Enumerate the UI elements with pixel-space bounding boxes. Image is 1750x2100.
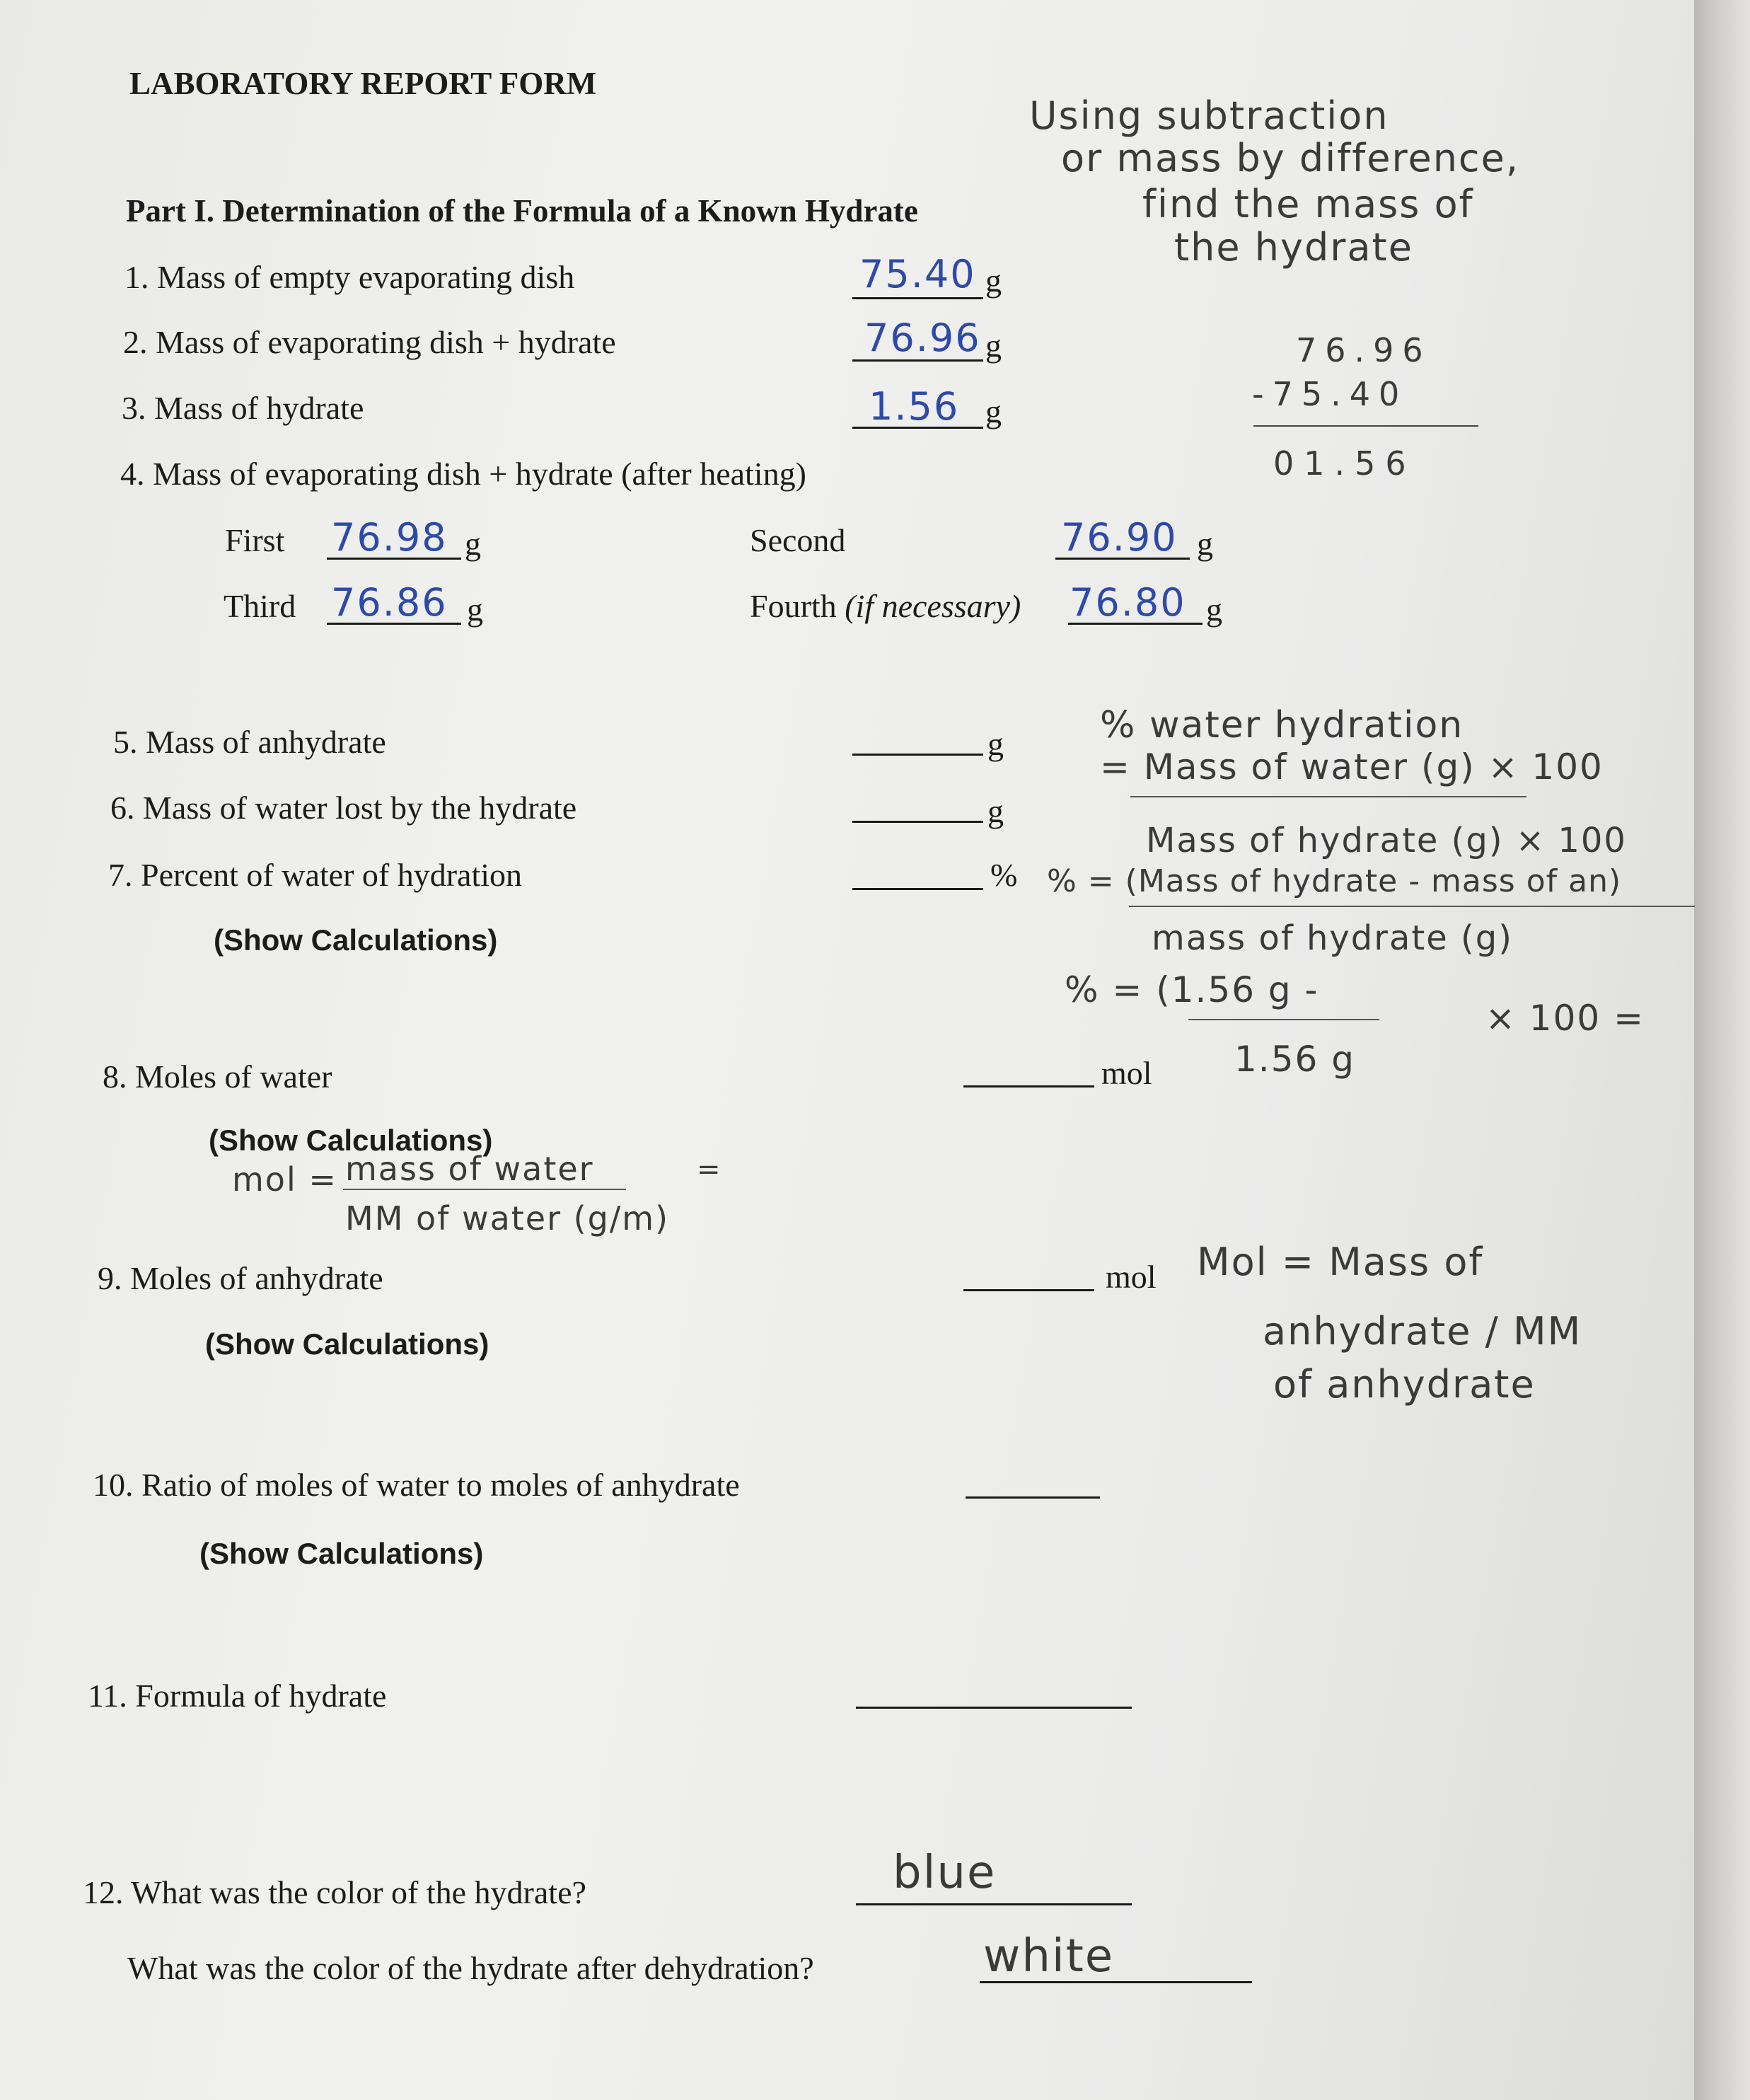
mol-line-1: mol =	[232, 1160, 337, 1199]
q1-unit: g	[985, 262, 1002, 299]
note-line-1: Using subtraction	[1029, 93, 1389, 138]
q10-blank	[966, 1496, 1100, 1499]
q4-first-label: First	[225, 522, 285, 558]
q8-blank	[963, 1085, 1094, 1088]
q4-fourth-answer: 76.80	[1070, 580, 1186, 625]
q7-unit: %	[990, 857, 1018, 893]
q1-answer: 75.40	[859, 252, 976, 296]
page-edge	[1694, 0, 1750, 2100]
q7-show-calculations: (Show Calculations)	[214, 923, 498, 957]
q1-blank	[852, 297, 983, 299]
anhydrate-line-1: Mol = Mass of	[1197, 1240, 1484, 1284]
pct-fraction-line-2	[1129, 906, 1695, 907]
q1-label: 1. Mass of empty evaporating dish	[124, 259, 575, 295]
q12-label2: What was the color of the hydrate after dehydration?	[127, 1950, 814, 1986]
q9-unit: mol	[1106, 1259, 1157, 1295]
q4-second-answer: 76.90	[1061, 515, 1178, 560]
q6-unit: g	[987, 793, 1004, 829]
pct-line-5: mass of hydrate (g)	[1152, 918, 1513, 958]
q5-label: 5. Mass of anhydrate	[113, 724, 386, 760]
q4-first-unit: g	[465, 526, 481, 562]
q11-label: 11. Formula of hydrate	[88, 1678, 387, 1714]
form-title: LABORATORY REPORT FORM	[129, 66, 597, 101]
pct-line-4: % = (Mass of hydrate - mass of an)	[1047, 863, 1622, 899]
note-line-4: the hydrate	[1174, 225, 1413, 270]
subtraction-middle: -75.40	[1252, 375, 1408, 413]
q2-unit: g	[985, 328, 1002, 364]
q9-show-calculations: (Show Calculations)	[205, 1327, 489, 1361]
q4-second-unit: g	[1197, 526, 1213, 562]
q11-blank	[856, 1707, 1132, 1709]
q12-answer2: white	[983, 1930, 1115, 1983]
q8-label: 8. Moles of water	[103, 1058, 332, 1095]
q3-unit: g	[985, 393, 1002, 429]
q12-blank	[856, 1903, 1132, 1905]
pct-line-6: % = (1.56 g -	[1065, 969, 1319, 1010]
mol-line-4: MM of water (g/m)	[345, 1199, 670, 1238]
mol-line-3: =	[697, 1153, 722, 1186]
pct-line-1: % water hydration	[1100, 704, 1464, 746]
pct-fraction-line-3	[1188, 1019, 1379, 1020]
q10-show-calculations: (Show Calculations)	[199, 1537, 484, 1570]
pct-line-8: 1.56 g	[1234, 1039, 1355, 1080]
pct-line-7: × 100 =	[1485, 998, 1645, 1039]
pct-line-3: Mass of hydrate (g) × 100	[1146, 821, 1627, 860]
q4-fourth-unit: g	[1206, 592, 1222, 628]
subtraction-line	[1253, 425, 1478, 427]
q8-show-calculations: (Show Calculations)	[209, 1124, 493, 1157]
q6-label: 6. Mass of water lost by the hydrate	[110, 790, 577, 826]
q5-unit: g	[987, 726, 1004, 762]
q2-label: 2. Mass of evaporating dish + hydrate	[123, 324, 616, 360]
q3-answer: 1.56	[869, 384, 960, 429]
q12-answer: blue	[893, 1847, 997, 1899]
pct-fraction-line-1	[1130, 796, 1526, 797]
part-title: Part I. Determination of the Formula of a Known Hydrate	[126, 193, 918, 229]
mol-fraction-line	[343, 1189, 626, 1190]
anhydrate-line-3: of anhydrate	[1273, 1362, 1536, 1407]
q9-label: 9. Moles of anhydrate	[98, 1260, 383, 1296]
q10-label: 10. Ratio of moles of water to moles of anhydrate	[93, 1467, 740, 1503]
q7-blank	[852, 888, 983, 890]
q4-label: 4. Mass of evaporating dish + hydrate (after heating)	[120, 456, 806, 492]
q9-blank	[963, 1289, 1094, 1291]
subtraction-result: 01.56	[1273, 444, 1416, 483]
q4-second-label: Second	[750, 522, 846, 558]
q4-third-label: Third	[224, 588, 296, 624]
q8-unit: mol	[1101, 1055, 1152, 1091]
q2-answer: 76.96	[864, 316, 981, 360]
q7-label: 7. Percent of water of hydration	[108, 857, 523, 893]
q12-label: 12. What was the color of the hydrate?	[83, 1874, 586, 1910]
subtraction-top: 76.96	[1296, 331, 1432, 369]
q6-blank	[852, 821, 983, 823]
mol-line-2: mass of water	[345, 1150, 594, 1188]
q5-blank	[852, 754, 983, 756]
anhydrate-line-2: anhydrate / MM	[1263, 1309, 1582, 1354]
note-line-2: or mass by difference,	[1061, 136, 1519, 180]
q4-first-answer: 76.98	[331, 515, 448, 560]
q4-third-unit: g	[467, 592, 483, 628]
pct-line-2: = Mass of water (g) × 100	[1100, 746, 1604, 788]
q4-third-answer: 76.86	[331, 580, 448, 625]
q4-fourth-label: Fourth (if necessary)	[750, 588, 1021, 624]
note-line-3: find the mass of	[1142, 182, 1474, 226]
q3-label: 3. Mass of hydrate	[122, 390, 364, 426]
